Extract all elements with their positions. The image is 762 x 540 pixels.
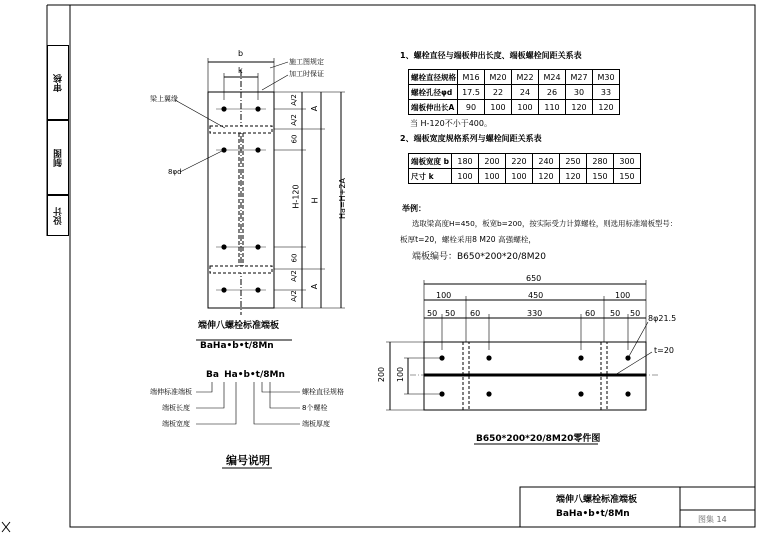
example-line2: 板厚t=20，螺栓采用8 M20 高强螺栓， xyxy=(400,235,537,244)
table1-cell: 22 xyxy=(485,85,512,100)
dim-sub-6: 50 xyxy=(610,309,621,318)
dim-overall: 650 xyxy=(526,274,542,283)
side-label-review: 审核 xyxy=(53,73,64,92)
dim-sub-5: 60 xyxy=(585,309,596,318)
example-title: 举例： xyxy=(402,204,426,213)
table2-cell: 120 xyxy=(560,169,587,184)
table2-cell: 100 xyxy=(506,169,533,184)
code-label-bolt-size: 螺栓直径规格 xyxy=(302,388,344,396)
notes-note1: 当 H-120不小于400。 xyxy=(410,119,492,128)
code-part-dot1: • xyxy=(237,370,244,380)
dim-top-left: 100 xyxy=(436,291,452,300)
hole-label: 8φ21.5 xyxy=(648,314,677,323)
side-block-draw xyxy=(47,120,69,195)
dim-sub-2: 50 xyxy=(445,309,456,318)
table1-cell: 120 xyxy=(566,100,593,115)
table2-row-label: 端板宽度 b xyxy=(409,154,452,169)
table1-cell: 120 xyxy=(593,100,620,115)
dim-h: H xyxy=(310,197,320,204)
table2-cell: 300 xyxy=(614,154,641,169)
code-label-thickness: 端板厚度 xyxy=(302,420,330,428)
dim-sub-7: 50 xyxy=(630,309,641,318)
part-drawing-title: B650*200*20/8M20零件图 xyxy=(476,434,601,444)
dim-inner: 100 xyxy=(396,366,406,383)
table1-cell: 100 xyxy=(512,100,539,115)
code-label-width: 端板宽度 xyxy=(162,420,190,428)
dim-k-label: k xyxy=(238,66,243,75)
code-part-mn: Mn xyxy=(269,370,285,380)
side-label-draw: 制图 xyxy=(53,148,64,167)
dim-a-bottom: A xyxy=(310,283,320,290)
table2-cell: 250 xyxy=(560,154,587,169)
plate-view-title: 端伸八螺栓标准端板 xyxy=(198,321,280,331)
code-explain-title: 编号说明 xyxy=(226,454,270,467)
table1-cell: M30 xyxy=(593,70,620,85)
table1-cell: 90 xyxy=(458,100,485,115)
table2-cell: 200 xyxy=(479,154,506,169)
code-label-bolt-count: 8个螺栓 xyxy=(302,404,328,412)
table1-cell: 30 xyxy=(566,85,593,100)
table1-row-label: 螺栓直径规格 xyxy=(409,70,458,85)
code-part-8: 8 xyxy=(263,370,270,380)
table1-cell: 110 xyxy=(539,100,566,115)
table-width-params xyxy=(408,153,641,184)
example-line3: 端板编号：B650*200*20/8M20 xyxy=(412,252,546,262)
plate-view-code: BaHa•b•t/8Mn xyxy=(200,341,274,351)
dim-sub-4: 330 xyxy=(527,309,543,318)
code-part-ba: Ba xyxy=(206,370,219,380)
table2-row xyxy=(409,154,641,169)
table1-cell: M24 xyxy=(539,70,566,85)
label-beam-flange: 梁上翼缘 xyxy=(150,95,178,103)
dim-b-label: b xyxy=(238,49,244,58)
table2-row-label: 尺寸 k xyxy=(409,169,452,184)
table2-cell: 100 xyxy=(452,169,479,184)
dim-ha: Ha=H+2A xyxy=(337,178,347,219)
code-label-type: 端伸标准端板 xyxy=(150,388,192,396)
table2-cell: 180 xyxy=(452,154,479,169)
dim-a-half-3: A/2 xyxy=(289,270,298,282)
table2-cell: 240 xyxy=(533,154,560,169)
table2-cell: 280 xyxy=(587,154,614,169)
table1-cell: M22 xyxy=(512,70,539,85)
dim-height: 200 xyxy=(377,366,387,383)
table1-cell: M16 xyxy=(458,70,485,85)
dim-60-bottom: 60 xyxy=(290,253,299,263)
notes-item2-title: 2、端板宽度规格系列与螺栓间距关系表 xyxy=(400,134,542,143)
table2-row xyxy=(409,169,641,184)
notes-item1-title: 1、螺栓直径与端板伸出长度、端板螺栓间距关系表 xyxy=(400,51,582,60)
dim-h-120: H-120 xyxy=(291,184,301,209)
table1-row-label: 端板伸出长A xyxy=(409,100,458,115)
table1-row-label: 螺栓孔径φd xyxy=(409,85,458,100)
table2-cell: 100 xyxy=(479,169,506,184)
dim-a-half-2: A/2 xyxy=(289,114,298,126)
table2-cell: 120 xyxy=(533,169,560,184)
title-block-title: 端伸八螺栓标准端板 xyxy=(556,495,638,505)
side-label-design: 设计 xyxy=(53,206,64,225)
code-part-b: b xyxy=(243,370,250,380)
dim-a-half-1: A/2 xyxy=(289,94,298,106)
table1-cell: 100 xyxy=(485,100,512,115)
code-parts xyxy=(206,370,285,380)
table1-cell: 26 xyxy=(539,85,566,100)
dim-sub-3: 60 xyxy=(470,309,481,318)
table1-row xyxy=(409,85,620,100)
table1-cell: 33 xyxy=(593,85,620,100)
table-bolt-params xyxy=(408,69,620,115)
code-part-t: t xyxy=(255,370,260,380)
table1-row xyxy=(409,70,620,85)
table1-row xyxy=(409,100,620,115)
code-part-dot2: • xyxy=(249,370,256,380)
table1-cell: M27 xyxy=(566,70,593,85)
dim-top-mid: 450 xyxy=(528,291,544,300)
dim-a-top: A xyxy=(310,105,320,112)
side-block-review xyxy=(47,45,69,120)
table2-cell: 150 xyxy=(614,169,641,184)
title-block-code: BaHa•b•t/8Mn xyxy=(556,509,630,519)
code-part-slash: / xyxy=(259,370,264,380)
dim-60-top: 60 xyxy=(290,134,299,144)
dim-top-right: 100 xyxy=(615,291,631,300)
table2-cell: 220 xyxy=(506,154,533,169)
label-bolt-holes: 8φd xyxy=(168,168,182,176)
example-line1: 选取梁高度H=450，板宽b=200，按实际受力计算螺栓，则选用标准端板型号： xyxy=(412,219,678,228)
table1-cell: 24 xyxy=(512,85,539,100)
label-weld: 施工图规定 xyxy=(289,58,324,66)
title-block-page: 图集 14 xyxy=(698,515,727,524)
table2-cell: 150 xyxy=(587,169,614,184)
table1-cell: 17.5 xyxy=(458,85,485,100)
code-part-ha: Ha xyxy=(224,370,238,380)
dim-a-half-4: A/2 xyxy=(289,290,298,302)
side-block-design xyxy=(47,195,69,236)
label-hole: 加工时保证 xyxy=(289,70,324,78)
dim-sub-1: 50 xyxy=(427,309,438,318)
thickness-label: t=20 xyxy=(654,346,675,355)
table1-cell: M20 xyxy=(485,70,512,85)
code-label-length: 端板长度 xyxy=(162,404,190,412)
